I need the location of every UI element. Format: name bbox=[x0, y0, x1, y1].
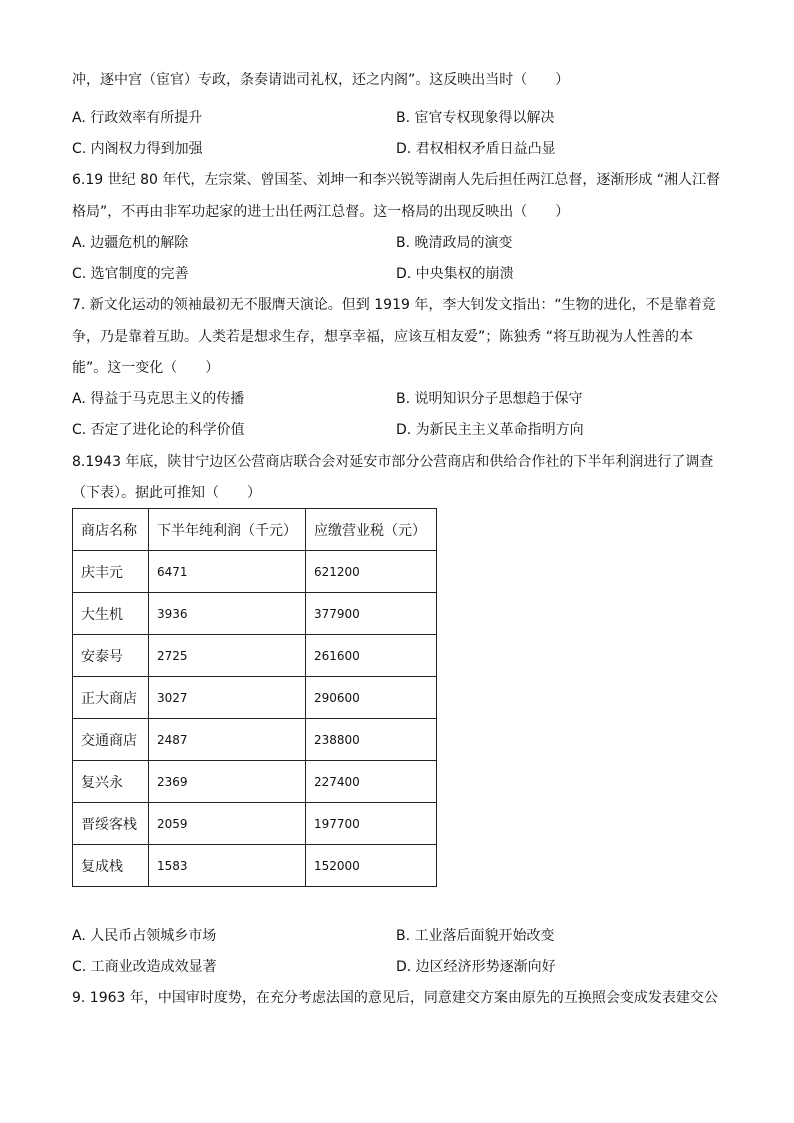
cell-store: 复成栈 bbox=[73, 845, 149, 887]
cell-tax: 290600 bbox=[306, 677, 437, 719]
cell-store: 交通商店 bbox=[73, 719, 149, 761]
col-header-profit: 下半年纯利润（千元） bbox=[149, 509, 306, 551]
q6-stem-line-2: 格局”，不再由非军功起家的进士出任两江总督。这一格局的出现反映出（ ） bbox=[72, 204, 570, 220]
table-row bbox=[73, 761, 437, 803]
table-row bbox=[73, 635, 437, 677]
q7-option-d[interactable]: D. 为新民主主义革命指明方向 bbox=[396, 422, 584, 438]
q5-option-d[interactable]: D. 君权相权矛盾日益凸显 bbox=[396, 141, 556, 157]
q8-stem-line-1: 8.1943 年底，陕甘宁边区公营商店联合会对延安市部分公营商店和供给合作社的下半年利润进行了调查 bbox=[72, 454, 714, 470]
table-row bbox=[73, 551, 437, 593]
cell-tax: 621200 bbox=[306, 551, 437, 593]
cell-profit: 1583 bbox=[149, 845, 306, 887]
cell-tax: 197700 bbox=[306, 803, 437, 845]
q8-stem-line-2: （下表）。据此可推知（ ） bbox=[72, 485, 261, 501]
q6-option-c[interactable]: C. 选官制度的完善 bbox=[72, 266, 189, 282]
cell-store: 正大商店 bbox=[73, 677, 149, 719]
store-profit-table bbox=[72, 508, 437, 887]
cell-profit: 3936 bbox=[149, 593, 306, 635]
cell-tax: 227400 bbox=[306, 761, 437, 803]
q5-option-b[interactable]: B. 宦官专权现象得以解决 bbox=[396, 110, 555, 126]
q6-option-d[interactable]: D. 中央集权的崩溃 bbox=[396, 266, 514, 282]
cell-tax: 238800 bbox=[306, 719, 437, 761]
col-header-tax: 应缴营业税（元） bbox=[306, 509, 437, 551]
cell-tax: 261600 bbox=[306, 635, 437, 677]
q5-option-c[interactable]: C. 内阁权力得到加强 bbox=[72, 141, 203, 157]
cell-tax: 152000 bbox=[306, 845, 437, 887]
cell-store: 晋绥客栈 bbox=[73, 803, 149, 845]
q7-stem-line-2: 争，乃是靠着互助。人类若是想求生存，想享幸福，应该互相友爱”；陈独秀 “将互助视为人性善的本 bbox=[72, 329, 693, 345]
cell-store: 安泰号 bbox=[73, 635, 149, 677]
q7-option-a[interactable]: A. 得益于马克思主义的传播 bbox=[72, 391, 245, 407]
cell-profit: 2369 bbox=[149, 761, 306, 803]
table-row bbox=[73, 803, 437, 845]
table-row bbox=[73, 845, 437, 887]
cell-profit: 6471 bbox=[149, 551, 306, 593]
q6-option-b[interactable]: B. 晚清政局的演变 bbox=[396, 235, 513, 251]
cell-profit: 3027 bbox=[149, 677, 306, 719]
table-row bbox=[73, 593, 437, 635]
cell-store: 庆丰元 bbox=[73, 551, 149, 593]
col-header-store: 商店名称 bbox=[73, 509, 149, 551]
q6-stem-line-1: 6.19 世纪 80 年代，左宗棠、曾国荃、刘坤一和李兴锐等湖南人先后担任两江总督，逐渐形成 “湘人江督 bbox=[72, 172, 721, 188]
q8-option-d[interactable]: D. 边区经济形势逐渐向好 bbox=[396, 959, 556, 975]
cell-tax: 377900 bbox=[306, 593, 437, 635]
table-row bbox=[73, 677, 437, 719]
q9-stem-line-1: 9. 1963 年，中国审时度势，在充分考虑法国的意见后，同意建交方案由原先的互换照会变成发表建交公 bbox=[72, 990, 718, 1006]
q7-stem-line-3: 能”。这一变化（ ） bbox=[72, 360, 220, 376]
cell-profit: 2487 bbox=[149, 719, 306, 761]
q8-option-a[interactable]: A. 人民币占领城乡市场 bbox=[72, 928, 217, 944]
cell-profit: 2059 bbox=[149, 803, 306, 845]
q8-option-b[interactable]: B. 工业落后面貌开始改变 bbox=[396, 928, 555, 944]
table-row bbox=[73, 719, 437, 761]
cell-profit: 2725 bbox=[149, 635, 306, 677]
q8-option-c[interactable]: C. 工商业改造成效显著 bbox=[72, 959, 217, 975]
table-header-row bbox=[73, 509, 437, 551]
cell-store: 复兴永 bbox=[73, 761, 149, 803]
q7-option-b[interactable]: B. 说明知识分子思想趋于保守 bbox=[396, 391, 583, 407]
q6-option-a[interactable]: A. 边疆危机的解除 bbox=[72, 235, 189, 251]
q7-option-c[interactable]: C. 否定了进化论的科学价值 bbox=[72, 422, 245, 438]
q5-option-a[interactable]: A. 行政效率有所提升 bbox=[72, 110, 203, 126]
q5-stem-line: 冲，逐中宫（宦官）专政，条奏请诎司礼权，还之内阁”。这反映出当时（ ） bbox=[72, 72, 570, 88]
q7-stem-line-1: 7. 新文化运动的领袖最初无不服膺天演论。但到 1919 年，李大钊发文指出：“生物的进化，不是靠着竞 bbox=[72, 297, 716, 313]
cell-store: 大生机 bbox=[73, 593, 149, 635]
